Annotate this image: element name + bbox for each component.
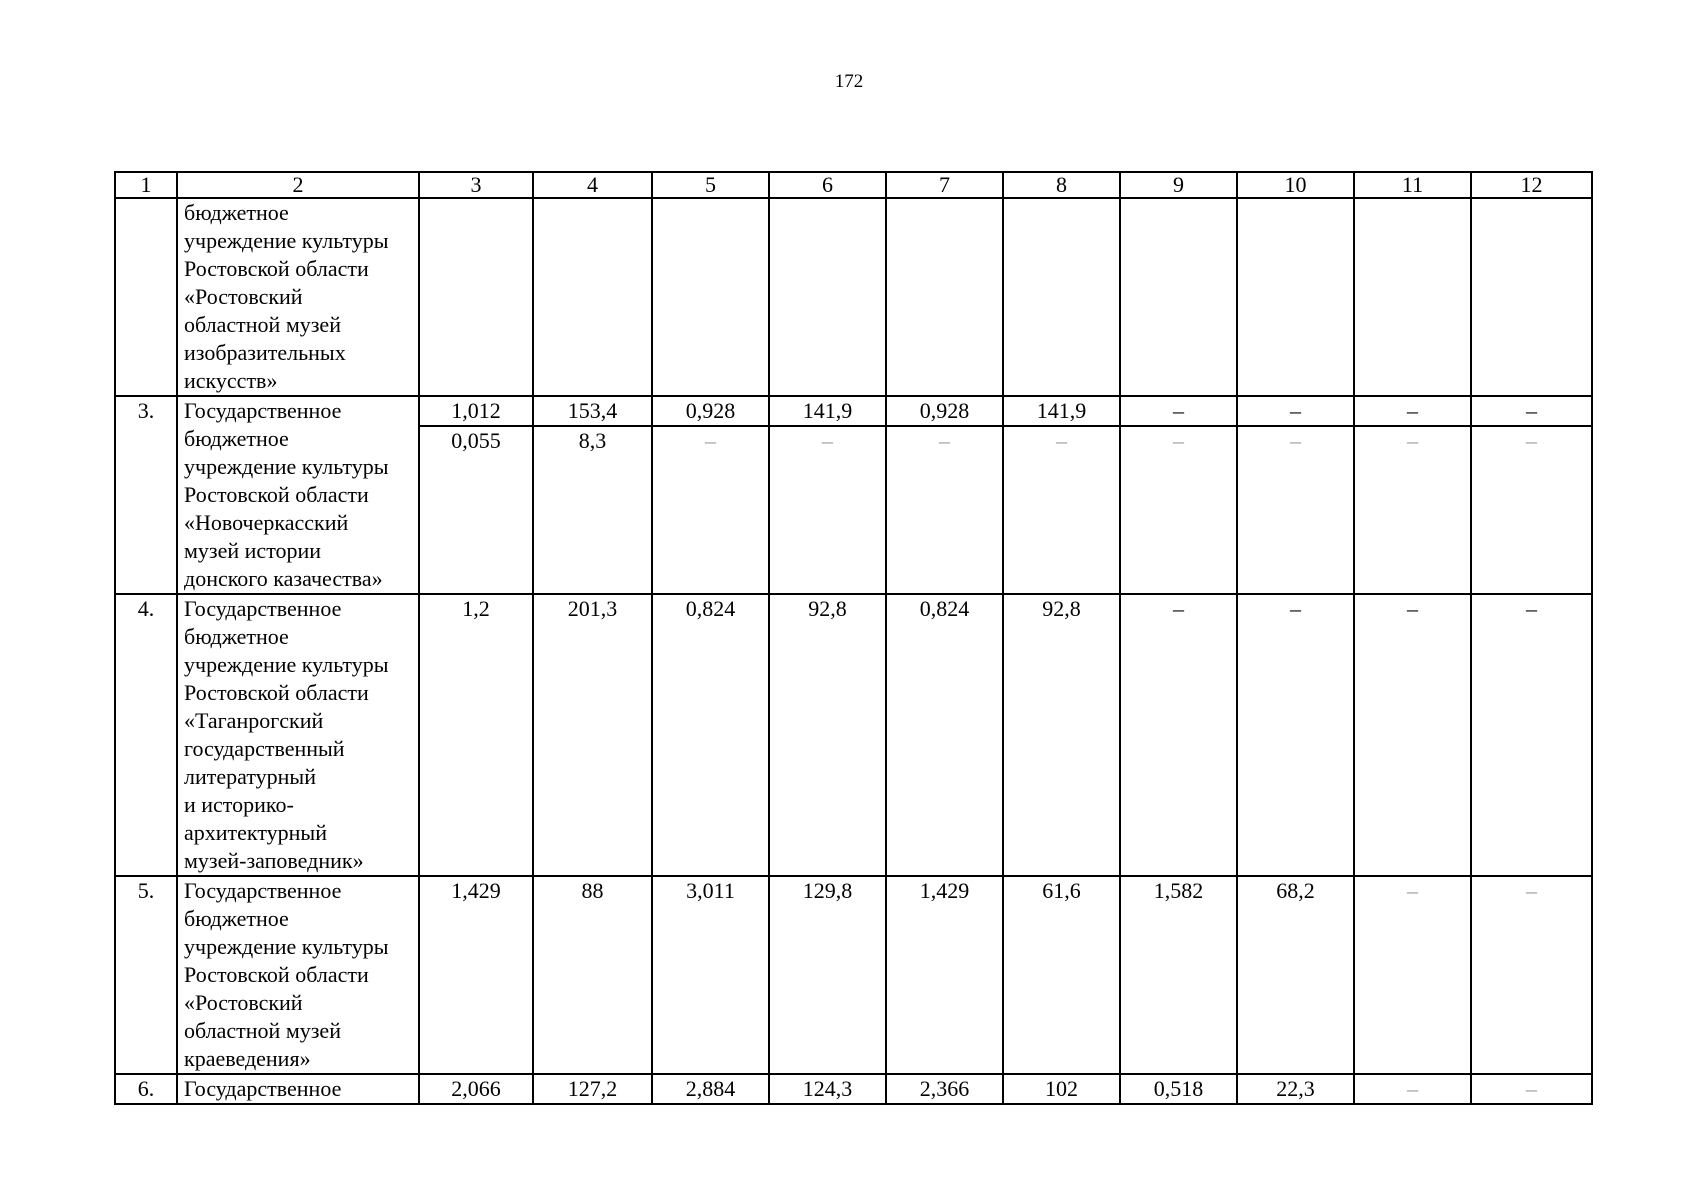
- value-cell: –: [1471, 426, 1592, 594]
- column-header: 12: [1471, 172, 1592, 198]
- value-cell: –: [1471, 876, 1592, 1074]
- value-cell: –: [1237, 426, 1354, 594]
- row-number: 5.: [115, 876, 177, 1074]
- column-number-row: [115, 172, 1592, 198]
- column-header: 1: [115, 172, 177, 198]
- value-cell: 1,429: [419, 876, 533, 1074]
- table-row: [115, 198, 1592, 396]
- cell: [652, 198, 769, 396]
- value-cell: –: [1003, 426, 1120, 594]
- value-cell: –: [1237, 396, 1354, 426]
- cell: [1471, 198, 1592, 396]
- institution-name: Государственное бюджетное учреждение культуры Ростовской области «Ростовский областной музей краеведения»: [177, 876, 419, 1074]
- table-row: [115, 876, 1592, 1074]
- column-header: 9: [1120, 172, 1237, 198]
- cell: [1003, 198, 1120, 396]
- value-cell: 129,8: [769, 876, 886, 1074]
- cell: [886, 198, 1003, 396]
- column-header: 3: [419, 172, 533, 198]
- value-cell: 2,066: [419, 1074, 533, 1104]
- column-header: 4: [533, 172, 652, 198]
- value-cell: 141,9: [769, 396, 886, 426]
- cell: [1120, 198, 1237, 396]
- value-cell: 1,429: [886, 876, 1003, 1074]
- data-table: [114, 171, 1593, 1105]
- value-cell: 61,6: [1003, 876, 1120, 1074]
- table-row: [115, 594, 1592, 876]
- value-cell: 127,2: [533, 1074, 652, 1104]
- value-cell: –: [1354, 426, 1471, 594]
- row-number: [115, 198, 177, 396]
- value-cell: –: [1471, 396, 1592, 426]
- value-cell: 0,928: [886, 396, 1003, 426]
- value-cell: 88: [533, 876, 652, 1074]
- column-header: 2: [177, 172, 419, 198]
- value-cell: 1,2: [419, 594, 533, 876]
- value-cell: 8,3: [533, 426, 652, 594]
- column-header: 10: [1237, 172, 1354, 198]
- cell: [419, 198, 533, 396]
- value-cell: 2,366: [886, 1074, 1003, 1104]
- value-cell: –: [769, 426, 886, 594]
- value-cell: 92,8: [1003, 594, 1120, 876]
- cell: [769, 198, 886, 396]
- value-cell: 153,4: [533, 396, 652, 426]
- row-number: 6.: [115, 1074, 177, 1104]
- value-cell: –: [1354, 594, 1471, 876]
- value-cell: –: [886, 426, 1003, 594]
- column-header: 7: [886, 172, 1003, 198]
- table-row: [115, 1074, 1592, 1104]
- row-number: 3.: [115, 396, 177, 594]
- value-cell: 141,9: [1003, 396, 1120, 426]
- value-cell: 201,3: [533, 594, 652, 876]
- row-number: 4.: [115, 594, 177, 876]
- cell: [1354, 198, 1471, 396]
- value-cell: 0,824: [652, 594, 769, 876]
- value-cell: 102: [1003, 1074, 1120, 1104]
- value-cell: 92,8: [769, 594, 886, 876]
- value-cell: –: [652, 426, 769, 594]
- value-cell: –: [1120, 426, 1237, 594]
- cell: [1237, 198, 1354, 396]
- value-cell: –: [1354, 396, 1471, 426]
- value-cell: –: [1120, 396, 1237, 426]
- institution-name: бюджетное учреждение культуры Ростовской области «Ростовский областной музей изобразительных искусств»: [177, 198, 419, 396]
- value-cell: 124,3: [769, 1074, 886, 1104]
- value-cell: –: [1354, 1074, 1471, 1104]
- value-cell: –: [1120, 594, 1237, 876]
- value-cell: 3,011: [652, 876, 769, 1074]
- institution-name: Государственное: [177, 1074, 419, 1104]
- table-row: [115, 396, 1592, 426]
- cell: [533, 198, 652, 396]
- value-cell: 0,824: [886, 594, 1003, 876]
- value-cell: 1,012: [419, 396, 533, 426]
- institution-name: Государственное бюджетное учреждение культуры Ростовской области «Таганрогский государственный литературный и историко- архитектурный музей-заповедник»: [177, 594, 419, 876]
- value-cell: 22,3: [1237, 1074, 1354, 1104]
- column-header: 5: [652, 172, 769, 198]
- value-cell: –: [1471, 594, 1592, 876]
- value-cell: 1,582: [1120, 876, 1237, 1074]
- value-cell: –: [1471, 1074, 1592, 1104]
- value-cell: –: [1237, 594, 1354, 876]
- value-cell: 0,055: [419, 426, 533, 594]
- column-header: 6: [769, 172, 886, 198]
- column-header: 8: [1003, 172, 1120, 198]
- institution-name: Государственное бюджетное учреждение культуры Ростовской области «Новочеркасский музей истории донского казачества»: [177, 396, 419, 594]
- column-header: 11: [1354, 172, 1471, 198]
- value-cell: –: [1354, 876, 1471, 1074]
- value-cell: 0,928: [652, 396, 769, 426]
- value-cell: 2,884: [652, 1074, 769, 1104]
- value-cell: 0,518: [1120, 1074, 1237, 1104]
- value-cell: 68,2: [1237, 876, 1354, 1074]
- page-number: 172: [834, 71, 864, 92]
